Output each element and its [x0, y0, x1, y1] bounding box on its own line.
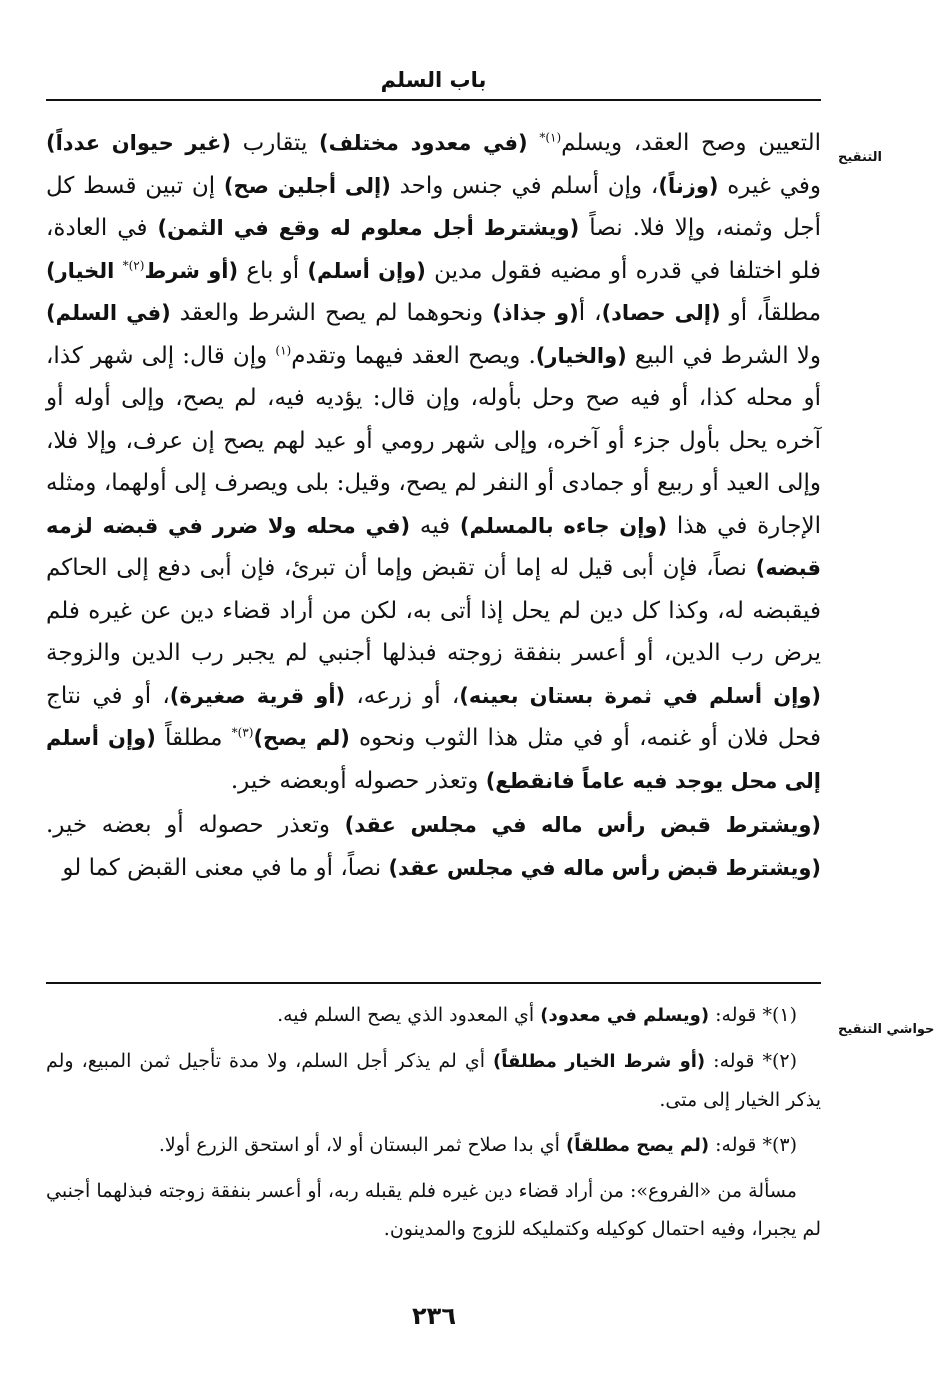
footnote-3: (٣)* قوله: (لم يصح مطلقاً) أي بدا صلاح ثمر البستان أو لا، أو استحق الزرع أولا.	[158, 1134, 797, 1156]
chapter-title: باب السلم	[380, 68, 487, 92]
matn-text: (وإن أسلم في ثمرة بستان بعينه)	[459, 683, 822, 708]
matn-text: (وإن أسلم إلى محل يوجد فيه عاماً فانقطع)	[46, 726, 821, 793]
matn-text: (أو قرية صغيرة)	[169, 683, 346, 708]
matn-text: الخيار)	[46, 258, 123, 283]
matn-text: (والخيار)	[535, 343, 627, 368]
footnote-1: (١)* قوله: (ويسلم في معدود) أي المعدود الذي يصح السلم فيه.	[277, 1004, 797, 1026]
footnote-ref[interactable]: (١)*	[539, 130, 562, 145]
matn-text: (وإن جاءه بالمسلم)	[459, 513, 668, 538]
page-number: ٢٣٦	[412, 1302, 456, 1330]
matn-text: (في السلم)	[46, 301, 171, 325]
matn-text: (في محله ولا ضرر في قبضه لزمه قبضه)	[46, 513, 821, 580]
main-paragraph: التعيين وصح العقد، ويسلم$^{(١)*}$ (في معدود مختلف) يتقارب (غير حيوان عدداً) وفي غيره (وزناً)، وإن أسلم في جنس واحد (إلى أجلين صح) إن تبين قسط كل أجل وثمنه، وإلا فلا. نصاً (ويشترط أجل معلوم له وقع في الثمن) في العادة، فلو اختلفا في قدره أو مضيه فقول مدين (وإن أسلم) أو باع (أو شرط$^{(٢)*}$ الخيار) مطلقاً، أو (إلى حصاد)، أ(و جذاذ) ونحوهما لم يصح الشرط والعقد (في السلم) ولا الشرط في البيع (والخيار). ويصح العقد فيهما وتقدم$^{(١)}$ وإن قال: إلى شهر كذا، أو محله كذا، أو فيه صح وحل بأوله، وإن قال: يؤديه فيه، لم يصح، وإلى أوله أو آخره يحل بأول جزء أو آخره، وإلى شهر رومي أو عيد لهم يصح إن عرف، وإلا فلا، وإلى العيد أو ربيع أو جمادى أو النفر لم يصح، وقيل: بلى ويصرف إلى أولهما، ومثله الإجارة في هذا (وإن جاءه بالمسلم) فيه (في محله ولا ضرر في قبضه لزمه قبضه) نصاً، فإن أبى قيل له إما أن تقبض وإما أن تبرئ، فإن أبى دفع إلى الحاكم فيقبضه له، وكذا كل دين لم يحل إذا أتى به، لكن من أراد قضاء دين عن غيره فلم يرض رب الدين، أو أعسر بنفقة زوجته فبذلها أجنبي لم يجبر رب الدين والزوجة (وإن أسلم في ثمرة بستان بعينه)، أو زرعه، (أو قرية صغيرة)، أو في نتاج فحل فلان أو غنمه، أو في مثل هذا الثوب ونحوه (لم يصح)$^{(٣)*}$ مطلقاً (وإن أسلم إلى محل يوجد فيه عاماً فانقطع) وتعذر حصوله أوبعضه خير.	[46, 130, 822, 794]
header-divider	[46, 99, 821, 101]
footnote-ref[interactable]: (١)	[275, 342, 292, 357]
matn-text: (ويشترط قبض رأس ماله في مجلس عقد)	[388, 855, 821, 880]
footnote-ref[interactable]: (٢)*	[122, 257, 145, 272]
main-text-body	[46, 122, 821, 889]
matn-text: (إلى حصاد)	[601, 301, 721, 325]
footnote-ref[interactable]: (٣)*	[231, 725, 254, 740]
footnote-note: مسألة من «الفروع»: من أراد قضاء دين غيره فلم يقبله ربه، أو أعسر بنفقة زوجته فبذلهما أجنبي لم يجبرا، وفيه احتمال كوكيله وكتمليكه للزوج والمدينون.	[46, 1180, 821, 1240]
matn-text: (إلى أجلين صح)	[223, 173, 391, 198]
footnotes-section	[46, 996, 821, 1255]
matn-text: (لم يصح)	[253, 726, 350, 750]
margin-label-footnotes: حواشي التنقيح	[838, 1022, 935, 1037]
matn-text: (وإن أسلم)	[307, 258, 426, 283]
matn-text: (ويشترط أجل معلوم له وقع في الثمن)	[157, 216, 580, 240]
matn-text: (غير حيوان عدداً)	[46, 131, 231, 155]
matn-text: (ويشترط قبض رأس ماله في مجلس عقد)	[344, 813, 821, 837]
matn-text: (و جذاذ)	[492, 301, 579, 325]
page-header	[46, 68, 821, 98]
matn-text: (أو شرط	[144, 258, 239, 283]
matn-text: (في معدود مختلف)	[319, 131, 528, 155]
main-paragraph: (ويشترط قبض رأس ماله في مجلس عقد) وتعذر حصوله أو بعضه خير. (ويشترط قبض رأس ماله في مجلس عقد) نصاً، أو ما في معنى القبض كما لو	[46, 812, 821, 881]
footnote-2: (٢)* قوله: (أو شرط الخيار مطلقاً) أي لم يذكر أجل السلم، ولا مدة تأجيل ثمن المبيع، ولم يذكر الخيار إلى متى.	[46, 1050, 821, 1111]
margin-label-main: التنقيح	[838, 150, 882, 165]
footnotes-divider	[46, 982, 821, 984]
matn-text: (وزناً)	[658, 173, 719, 198]
